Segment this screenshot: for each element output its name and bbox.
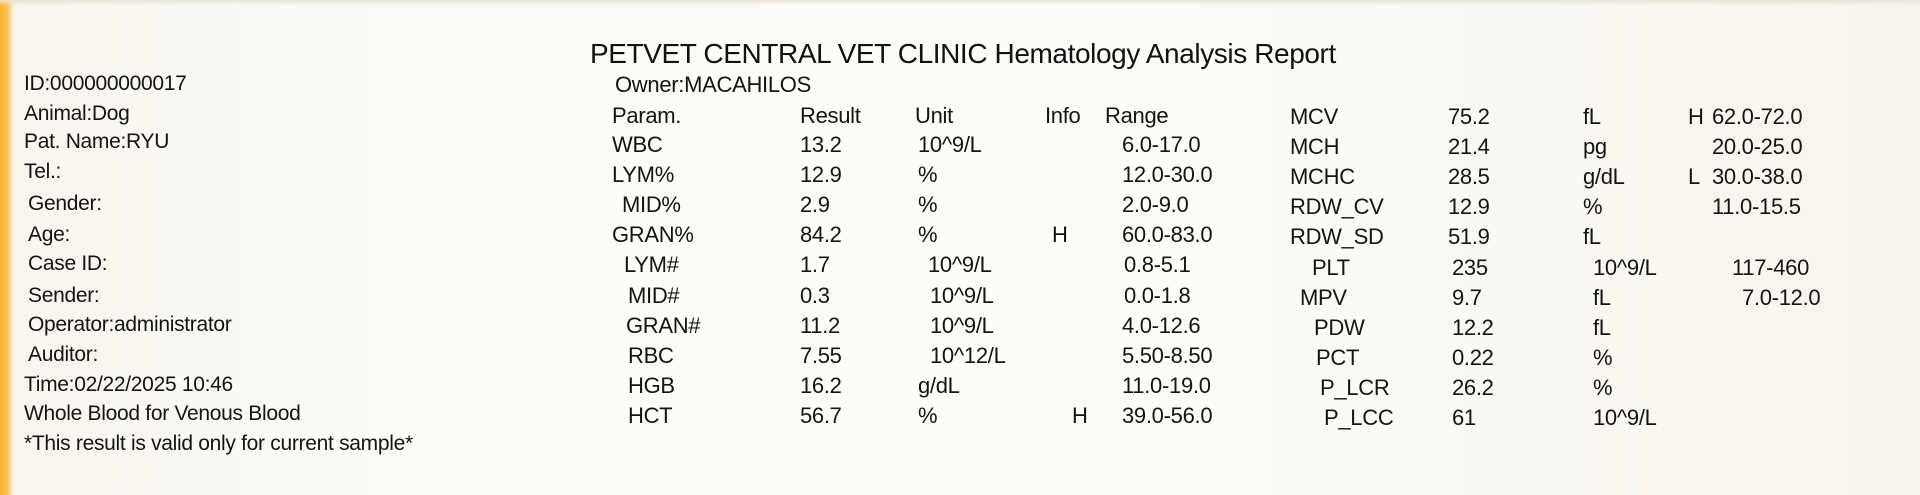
- right-result: 28.5: [1448, 164, 1490, 189]
- left-flag: H: [1072, 403, 1088, 428]
- patient-animal: Animal:Dog: [24, 102, 130, 125]
- patient-id: ID:000000000017: [24, 72, 187, 95]
- left-range: 0.0-1.8: [1124, 283, 1191, 308]
- right-unit: fL: [1583, 104, 1601, 129]
- right-param: RDW_CV: [1290, 194, 1384, 219]
- header-result: Result: [800, 103, 861, 128]
- right-result: 51.9: [1448, 224, 1490, 249]
- patient-sender: Sender:: [28, 284, 100, 307]
- left-range: 11.0-19.0: [1122, 373, 1211, 398]
- right-unit: fL: [1593, 315, 1611, 340]
- left-range: 12.0-30.0: [1122, 162, 1213, 187]
- right-result: 26.2: [1452, 375, 1494, 400]
- left-result: 12.9: [800, 162, 842, 187]
- right-unit: 10^9/L: [1593, 405, 1657, 430]
- left-param: HCT: [628, 403, 673, 428]
- left-unit: %: [918, 192, 938, 217]
- right-result: 9.7: [1452, 285, 1482, 310]
- patient-operator: Operator:administrator: [28, 313, 232, 336]
- right-param: RDW_SD: [1290, 224, 1384, 249]
- right-result: 75.2: [1448, 104, 1490, 129]
- right-range: 20.0-25.0: [1712, 134, 1803, 159]
- right-result: 21.4: [1448, 134, 1490, 159]
- left-unit: 10^9/L: [930, 313, 994, 338]
- right-unit: pg: [1583, 134, 1607, 159]
- paper-top-shadow: [0, 0, 1920, 6]
- right-param: PCT: [1316, 345, 1360, 370]
- left-unit: 10^9/L: [930, 283, 994, 308]
- patient-name: Pat. Name:RYU: [24, 130, 170, 153]
- left-param: GRAN#: [626, 313, 701, 338]
- right-unit: %: [1583, 194, 1603, 219]
- right-range: 117-460: [1732, 255, 1810, 280]
- owner-label: Owner:MACAHILOS: [615, 72, 811, 97]
- left-result: 13.2: [800, 132, 842, 157]
- patient-tel: Tel.:: [24, 160, 62, 183]
- right-range: 62.0-72.0: [1712, 104, 1803, 129]
- left-param: RBC: [628, 343, 674, 368]
- right-range: 11.0-15.5: [1712, 194, 1801, 219]
- right-param: P_LCR: [1320, 375, 1390, 400]
- patient-time: Time:02/22/2025 10:46: [24, 373, 233, 396]
- left-result: 16.2: [800, 373, 842, 398]
- left-range: 0.8-5.1: [1124, 252, 1191, 277]
- header-unit: Unit: [915, 103, 953, 128]
- left-result: 11.2: [800, 313, 840, 338]
- left-unit: 10^12/L: [930, 343, 1006, 368]
- left-unit: g/dL: [918, 373, 960, 398]
- right-unit: %: [1593, 375, 1613, 400]
- right-unit: g/dL: [1583, 164, 1625, 189]
- right-unit: fL: [1593, 285, 1611, 310]
- left-unit: %: [918, 162, 938, 187]
- left-range: 2.0-9.0: [1122, 192, 1189, 217]
- left-param: WBC: [612, 132, 663, 157]
- left-param: MID#: [628, 283, 680, 308]
- left-range: 4.0-12.6: [1122, 313, 1201, 338]
- left-param: LYM#: [624, 252, 679, 277]
- left-range: 6.0-17.0: [1122, 132, 1201, 157]
- header-param: Param.: [612, 103, 682, 128]
- right-result: 0.22: [1452, 345, 1494, 370]
- right-param: PDW: [1314, 315, 1365, 340]
- right-param: MPV: [1300, 285, 1347, 310]
- left-range: 39.0-56.0: [1122, 403, 1213, 428]
- right-range: 30.0-38.0: [1712, 164, 1803, 189]
- right-range: 7.0-12.0: [1742, 285, 1821, 310]
- right-param: MCV: [1290, 104, 1338, 129]
- patient-age: Age:: [28, 223, 70, 246]
- patient-auditor: Auditor:: [28, 343, 98, 366]
- left-unit: %: [918, 222, 938, 247]
- left-result: 56.7: [800, 403, 842, 428]
- right-result: 235: [1452, 255, 1488, 280]
- right-result: 61: [1452, 405, 1476, 430]
- right-param: P_LCC: [1324, 405, 1394, 430]
- report-title: PETVET CENTRAL VET CLINIC Hematology Analysis Report: [590, 38, 1336, 69]
- left-param: GRAN%: [612, 222, 694, 247]
- right-unit: 10^9/L: [1593, 255, 1657, 280]
- right-unit: %: [1593, 345, 1613, 370]
- header-range: Range: [1105, 103, 1169, 128]
- patient-case-id: Case ID:: [28, 252, 108, 275]
- right-param: PLT: [1312, 255, 1350, 280]
- left-range: 60.0-83.0: [1122, 222, 1213, 247]
- right-param: MCH: [1290, 134, 1340, 159]
- left-result: 2.9: [800, 192, 830, 217]
- left-range: 5.50-8.50: [1122, 343, 1213, 368]
- right-unit: fL: [1583, 224, 1601, 249]
- left-param: LYM%: [612, 162, 674, 187]
- right-result: 12.2: [1452, 315, 1494, 340]
- left-result: 84.2: [800, 222, 842, 247]
- validity-note: *This result is valid only for current sample*: [24, 432, 413, 455]
- patient-gender: Gender:: [28, 192, 102, 215]
- left-result: 7.55: [800, 343, 842, 368]
- left-flag: H: [1052, 222, 1068, 247]
- header-info: Info: [1045, 103, 1081, 128]
- left-param: MID%: [622, 192, 681, 217]
- left-unit: 10^9/L: [928, 252, 992, 277]
- left-result: 1.7: [800, 252, 830, 277]
- paper-edge: [0, 0, 14, 495]
- sample-type: Whole Blood for Venous Blood: [24, 402, 301, 425]
- right-param: MCHC: [1290, 164, 1355, 189]
- left-unit: %: [918, 403, 938, 428]
- left-result: 0.3: [800, 283, 830, 308]
- right-flag: H: [1688, 104, 1704, 129]
- left-param: HGB: [628, 373, 675, 398]
- right-result: 12.9: [1448, 194, 1490, 219]
- left-unit: 10^9/L: [918, 132, 982, 157]
- right-flag: L: [1688, 164, 1700, 189]
